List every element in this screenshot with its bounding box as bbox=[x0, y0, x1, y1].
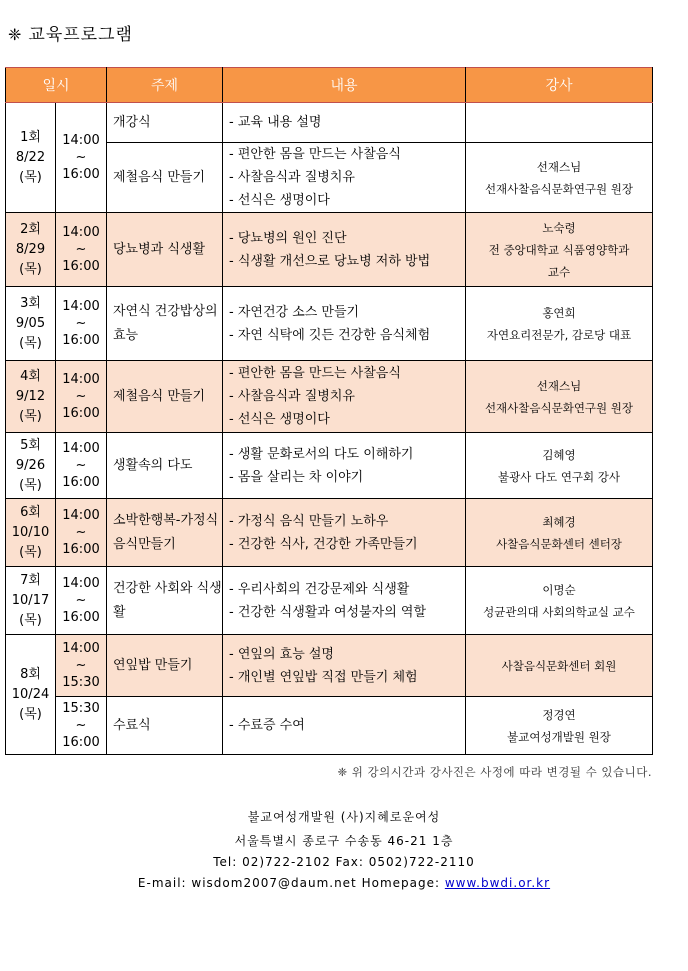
session-time: 14:00 ~ 16:00 bbox=[56, 213, 107, 287]
page-title bbox=[8, 20, 133, 45]
session-day: 1회 8/22 (목) bbox=[6, 103, 56, 213]
program-table bbox=[5, 67, 653, 755]
session-lecturer: 선재스님 선재사찰음식문화연구원 원장 bbox=[466, 143, 653, 213]
footer-address: 서울특별시 종로구 수송동 46-21 1층 bbox=[234, 834, 454, 848]
header-day: 일시 bbox=[6, 68, 107, 103]
table-row bbox=[6, 433, 653, 499]
session-topic: 소박한행복-가정식 음식만들기 bbox=[107, 499, 223, 567]
session-topic: 당뇨병과 식생활 bbox=[107, 213, 223, 287]
session-time: 14:00 ~ 16:00 bbox=[56, 567, 107, 635]
session-content: - 편안한 몸을 만드는 사찰음식 - 사찰음식과 질병치유 - 선식은 생명이다 bbox=[223, 143, 466, 213]
session-topic: 자연식 건강밥상의 효능 bbox=[107, 287, 223, 361]
session-day: 2회 8/29 (목) bbox=[6, 213, 56, 287]
session-lecturer: 선재스님 선재사찰음식문화연구원 원장 bbox=[466, 361, 653, 433]
table-row bbox=[6, 361, 653, 433]
session-content: - 편안한 몸을 만드는 사찰음식 - 사찰음식과 질병치유 - 선식은 생명이다 bbox=[223, 361, 466, 433]
table-row bbox=[6, 287, 653, 361]
session-day: 5회 9/26 (목) bbox=[6, 433, 56, 499]
session-content: - 연잎의 효능 설명 - 개인별 연잎밥 직접 만들기 체험 bbox=[223, 635, 466, 697]
session-time: 14:00 ~ 15:30 bbox=[56, 635, 107, 697]
table-row bbox=[6, 635, 653, 697]
table-header-row bbox=[6, 68, 653, 103]
session-topic: 제철음식 만들기 bbox=[107, 143, 223, 213]
footer-phone: Tel: 02)722-2102 Fax: 0502)722-2110 bbox=[213, 855, 475, 869]
header-lecturer: 강사 bbox=[466, 68, 653, 103]
session-content: - 수료증 수여 bbox=[223, 697, 466, 755]
header-topic: 주제 bbox=[107, 68, 223, 103]
session-time: 14:00 ~ 16:00 bbox=[56, 361, 107, 433]
session-time: 14:00 ~ 16:00 bbox=[56, 433, 107, 499]
session-content: - 가정식 음식 만들기 노하우 - 건강한 식사, 건강한 가족만들기 bbox=[223, 499, 466, 567]
session-time: 14:00 ~ 16:00 bbox=[56, 499, 107, 567]
session-day: 6회 10/10 (목) bbox=[6, 499, 56, 567]
session-topic: 개강식 bbox=[107, 103, 223, 143]
session-topic: 제철음식 만들기 bbox=[107, 361, 223, 433]
session-time: 14:00 ~ 16:00 bbox=[56, 103, 107, 213]
session-lecturer: 최혜경 사찰음식문화센터 센터장 bbox=[466, 499, 653, 567]
session-lecturer: 김혜영 불광사 다도 연구회 강사 bbox=[466, 433, 653, 499]
session-lecturer: 노숙령 전 중앙대학교 식품영양학과 교수 bbox=[466, 213, 653, 287]
session-day: 3회 9/05 (목) bbox=[6, 287, 56, 361]
homepage-link[interactable]: www.bwdi.or.kr bbox=[444, 876, 551, 890]
session-content: - 자연건강 소스 만들기 - 자연 식탁에 깃든 건강한 음식체험 bbox=[223, 287, 466, 361]
session-time: 14:00 ~ 16:00 bbox=[56, 287, 107, 361]
session-lecturer: 홍연희 자연요리전문가, 감로당 대표 bbox=[466, 287, 653, 361]
session-lecturer bbox=[466, 103, 653, 143]
session-day: 7회 10/17 (목) bbox=[6, 567, 56, 635]
title-text: 교육프로그램 bbox=[28, 25, 133, 45]
session-content: - 우리사회의 건강문제와 식생활 - 건강한 식생활과 여성불자의 역할 bbox=[223, 567, 466, 635]
table-row bbox=[6, 213, 653, 287]
title-bullet-icon: ❈ bbox=[8, 25, 23, 44]
session-content: - 생활 문화로서의 다도 이해하기 - 몸을 살리는 차 이야기 bbox=[223, 433, 466, 499]
session-topic: 건강한 사회와 식생활 bbox=[107, 567, 223, 635]
session-day: 8회 10/24 (목) bbox=[6, 635, 56, 755]
session-content: - 교육 내용 설명 bbox=[223, 103, 466, 143]
session-topic: 연잎밥 만들기 bbox=[107, 635, 223, 697]
schedule-change-note: ❈ 위 강의시간과 강사진은 사정에 따라 변경될 수 있습니다. bbox=[337, 765, 652, 779]
footer-email: E-mail: wisdom2007@daum.net Homepage: bbox=[137, 876, 445, 890]
table-row bbox=[6, 697, 653, 755]
table-row bbox=[6, 567, 653, 635]
footer-org: 불교여성개발원 (사)지혜로운여성 bbox=[247, 810, 441, 824]
session-lecturer: 사찰음식문화센터 회원 bbox=[466, 635, 653, 697]
session-content: - 당뇨병의 원인 진단 - 식생활 개선으로 당뇨병 저하 방법 bbox=[223, 213, 466, 287]
session-time: 15:30 ~ 16:00 bbox=[56, 697, 107, 755]
table-row bbox=[6, 499, 653, 567]
session-topic: 수료식 bbox=[107, 697, 223, 755]
header-content: 내용 bbox=[223, 68, 466, 103]
session-lecturer: 이명순 성균관의대 사회의학교실 교수 bbox=[466, 567, 653, 635]
session-topic: 생활속의 다도 bbox=[107, 433, 223, 499]
footer-contact bbox=[0, 876, 688, 890]
session-lecturer: 정경연 불교여성개발원 원장 bbox=[466, 697, 653, 755]
table-row bbox=[6, 103, 653, 143]
session-day: 4회 9/12 (목) bbox=[6, 361, 56, 433]
